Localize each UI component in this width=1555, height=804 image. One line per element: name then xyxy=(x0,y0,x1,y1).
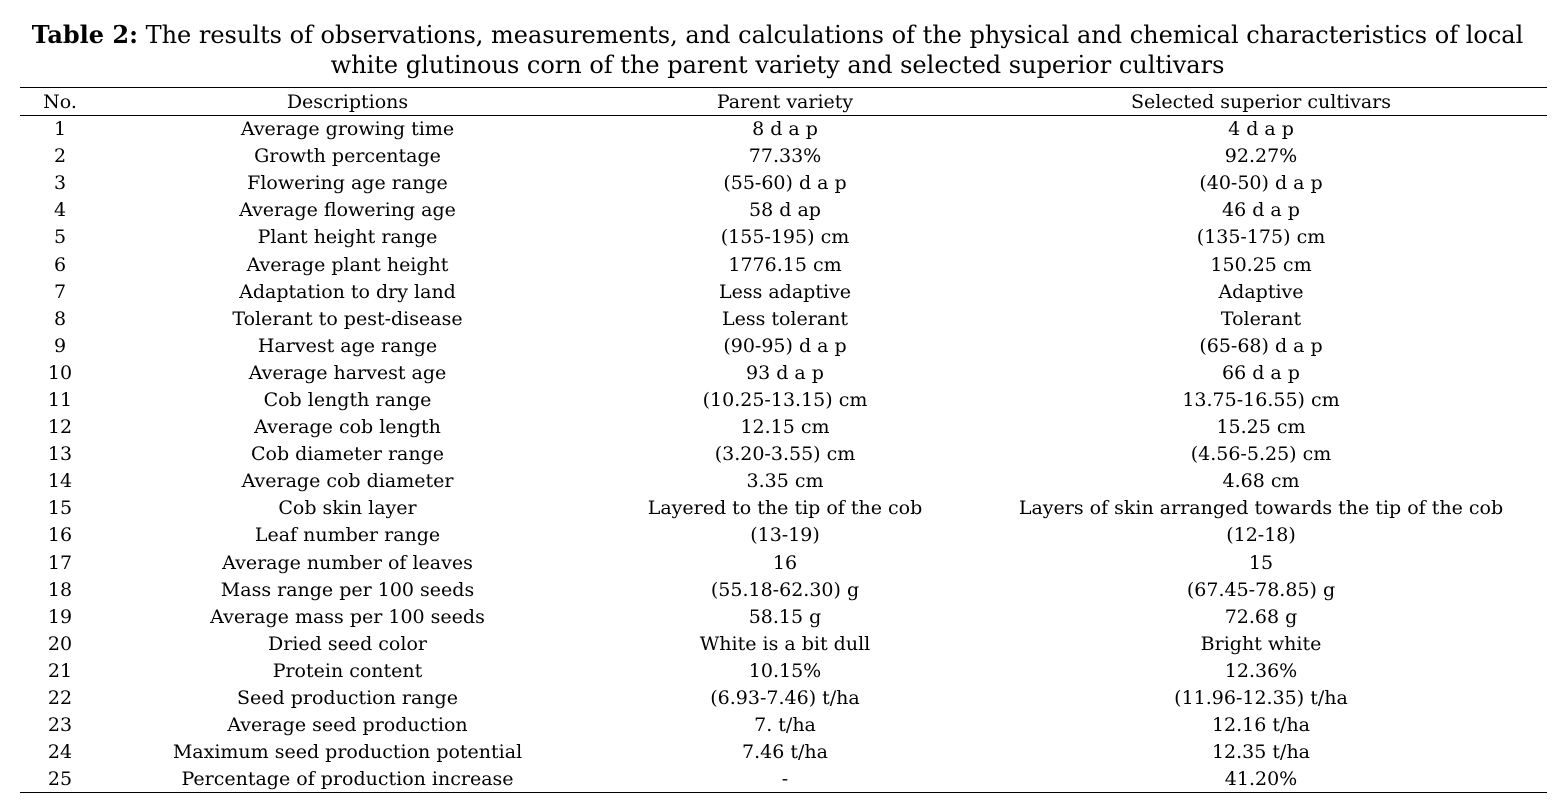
table-row xyxy=(20,739,1547,766)
cell-selected-cultivars: Adaptive xyxy=(1218,280,1304,303)
table-row xyxy=(20,386,1547,413)
table-row xyxy=(20,197,1547,224)
table-row xyxy=(20,414,1547,441)
cell-no: 9 xyxy=(53,334,67,357)
cell-description: Tolerant to pest-disease xyxy=(232,307,463,330)
cell-selected-cultivars: (40-50) d a p xyxy=(1199,172,1323,195)
table-row xyxy=(20,143,1547,170)
cell-description: Average harvest age xyxy=(248,361,447,384)
cell-selected-cultivars: 12.35 t/ha xyxy=(1211,741,1311,764)
cell-parent-variety: 58.15 g xyxy=(748,605,822,628)
cell-description: Mass range per 100 seeds xyxy=(220,578,475,601)
cell-no: 11 xyxy=(47,388,73,411)
cell-selected-cultivars: 13.75-16.55) cm xyxy=(1182,388,1340,411)
cell-parent-variety: 10.15% xyxy=(748,659,822,682)
cell-parent-variety: 7. t/ha xyxy=(754,714,816,737)
cell-parent-variety: - xyxy=(595,766,975,793)
table-row xyxy=(20,251,1547,278)
cell-selected-cultivars: 15 xyxy=(1248,551,1274,574)
cell-no: 4 xyxy=(53,199,67,222)
cell-parent-variety: Less adaptive xyxy=(718,280,852,303)
results-table xyxy=(20,87,1547,793)
cell-selected-cultivars: (4.56-5.25) cm xyxy=(1190,443,1332,466)
cell-selected-cultivars: Tolerant xyxy=(1220,307,1302,330)
cell-no: 7 xyxy=(53,280,67,303)
cell-no: 22 xyxy=(47,687,73,710)
table-row xyxy=(20,495,1547,522)
cell-no: 10 xyxy=(47,361,73,384)
cell-description: Growth percentage xyxy=(254,145,441,168)
cell-parent-variety: (55-60) d a p xyxy=(723,172,847,195)
table-row xyxy=(20,170,1547,197)
cell-parent-variety: 7.46 t/ha xyxy=(742,741,828,764)
cell-description: Dried seed color xyxy=(268,632,427,655)
table-row xyxy=(20,441,1547,468)
table-row xyxy=(20,305,1547,332)
cell-selected-cultivars: (135-175) cm xyxy=(1196,226,1326,249)
table-row xyxy=(20,224,1547,251)
cell-selected-cultivars: (67.45-78.85) g xyxy=(1186,578,1336,601)
cell-no: 16 xyxy=(47,524,73,547)
cell-description: Leaf number range xyxy=(254,524,441,547)
cell-description: Average cob diameter xyxy=(241,470,454,493)
header-no: No. xyxy=(20,88,100,116)
cell-no: 23 xyxy=(47,714,73,737)
cell-no: 18 xyxy=(47,578,73,601)
cell-selected-cultivars: 92.27% xyxy=(1224,145,1298,168)
cell-selected-cultivars: 46 d a p xyxy=(1222,199,1300,222)
table-caption xyxy=(0,20,1555,80)
cell-description: Average flowering age xyxy=(239,199,456,222)
table-row xyxy=(20,630,1547,657)
cell-parent-variety: 8 d a p xyxy=(752,118,818,141)
cell-no: 21 xyxy=(47,659,73,682)
cell-description: Maximum seed production potential xyxy=(172,741,523,764)
cell-description: Percentage of production increase xyxy=(100,766,595,793)
cell-description: Cob diameter range xyxy=(250,443,445,466)
cell-selected-cultivars: 41.20% xyxy=(975,766,1547,793)
cell-selected-cultivars: 66 d a p xyxy=(1222,361,1300,384)
table-row xyxy=(20,766,1547,793)
cell-parent-variety: (10.25-13.15) cm xyxy=(702,388,868,411)
table-row xyxy=(20,549,1547,576)
cell-parent-variety: 16 xyxy=(772,551,798,574)
table-body xyxy=(20,116,1547,793)
cell-description: Average cob length xyxy=(254,416,441,439)
cell-no: 14 xyxy=(47,470,73,493)
table-row xyxy=(20,116,1547,143)
caption-text-1: The results of observations, measurements, and calculations of the physical and chemical characteristics of local xyxy=(137,21,1524,49)
cell-parent-variety: (90-95) d a p xyxy=(723,334,847,357)
cell-no: 3 xyxy=(53,172,67,195)
table-row xyxy=(20,522,1547,549)
cell-parent-variety: (3.20-3.55) cm xyxy=(714,443,856,466)
cell-parent-variety: (155-195) cm xyxy=(720,226,850,249)
cell-no: 15 xyxy=(47,497,73,520)
cell-selected-cultivars: 15.25 cm xyxy=(1216,416,1306,439)
cell-selected-cultivars: (11.96-12.35) t/ha xyxy=(1174,687,1348,710)
cell-no: 8 xyxy=(53,307,67,330)
cell-description: Adaptation to dry land xyxy=(239,280,456,303)
cell-selected-cultivars: 72.68 g xyxy=(1224,605,1298,628)
cell-selected-cultivars: 12.16 t/ha xyxy=(1211,714,1311,737)
cell-selected-cultivars: 12.36% xyxy=(1224,659,1298,682)
header-row xyxy=(20,88,1547,116)
table-row xyxy=(20,278,1547,305)
cell-description: Cob length range xyxy=(263,388,432,411)
table-row xyxy=(20,657,1547,684)
table-row xyxy=(20,359,1547,386)
cell-no: 25 xyxy=(20,766,100,793)
cell-description: Protein content xyxy=(272,659,423,682)
cell-selected-cultivars: 4 d a p xyxy=(1228,118,1294,141)
cell-parent-variety: 3.35 cm xyxy=(746,470,824,493)
cell-parent-variety: Layered to the tip of the cob xyxy=(647,497,923,520)
cell-no: 19 xyxy=(47,605,73,628)
table-row xyxy=(20,332,1547,359)
table-row xyxy=(20,712,1547,739)
cell-description: Harvest age range xyxy=(257,334,438,357)
header-parent-variety: Parent variety xyxy=(595,88,975,116)
cell-no: 1 xyxy=(53,118,67,141)
cell-parent-variety: 58 d ap xyxy=(749,199,821,222)
cell-no: 24 xyxy=(47,741,73,764)
cell-parent-variety: White is a bit dull xyxy=(699,632,871,655)
cell-description: Average seed production xyxy=(227,714,468,737)
table-header xyxy=(20,88,1547,116)
cell-description: Seed production range xyxy=(237,687,458,710)
caption-label: Table 2: xyxy=(31,20,138,49)
table-row xyxy=(20,603,1547,630)
cell-description: Plant height range xyxy=(257,226,438,249)
cell-no: 13 xyxy=(47,443,73,466)
cell-selected-cultivars: Layers of skin arranged towards the tip of the cob xyxy=(1018,497,1504,520)
cell-parent-variety: 77.33% xyxy=(748,145,822,168)
cell-parent-variety: 93 d a p xyxy=(746,361,824,384)
cell-selected-cultivars: (12-18) xyxy=(1226,524,1296,547)
cell-parent-variety: Less tolerant xyxy=(721,307,849,330)
table-row xyxy=(20,468,1547,495)
header-descriptions: Descriptions xyxy=(100,88,595,116)
cell-no: 20 xyxy=(47,632,73,655)
cell-description: Average number of leaves xyxy=(222,551,473,574)
cell-selected-cultivars: Bright white xyxy=(1200,632,1322,655)
header-selected-cultivars: Selected superior cultivars xyxy=(975,88,1547,116)
cell-no: 12 xyxy=(47,416,73,439)
table-row xyxy=(20,684,1547,711)
cell-description: Cob skin layer xyxy=(278,497,417,520)
table-row xyxy=(20,576,1547,603)
cell-description: Flowering age range xyxy=(247,172,448,195)
cell-parent-variety: 12.15 cm xyxy=(740,416,830,439)
caption-line-2: white glutinous corn of the parent variety and selected superior cultivars xyxy=(330,51,1225,79)
cell-selected-cultivars: 150.25 cm xyxy=(1210,253,1312,276)
cell-no: 17 xyxy=(47,551,73,574)
cell-description: Average plant height xyxy=(246,253,449,276)
cell-parent-variety: (6.93-7.46) t/ha xyxy=(710,687,860,710)
cell-selected-cultivars: (65-68) d a p xyxy=(1199,334,1323,357)
cell-description: Average mass per 100 seeds xyxy=(210,605,485,628)
cell-parent-variety: 1776.15 cm xyxy=(728,253,842,276)
cell-parent-variety: (55.18-62.30) g xyxy=(710,578,860,601)
cell-no: 5 xyxy=(53,226,67,249)
caption-line-1 xyxy=(0,20,1555,50)
cell-no: 6 xyxy=(53,253,67,276)
cell-description: Average growing time xyxy=(240,118,455,141)
cell-no: 2 xyxy=(53,145,67,168)
cell-selected-cultivars: 4.68 cm xyxy=(1222,470,1300,493)
cell-parent-variety: (13-19) xyxy=(750,524,820,547)
